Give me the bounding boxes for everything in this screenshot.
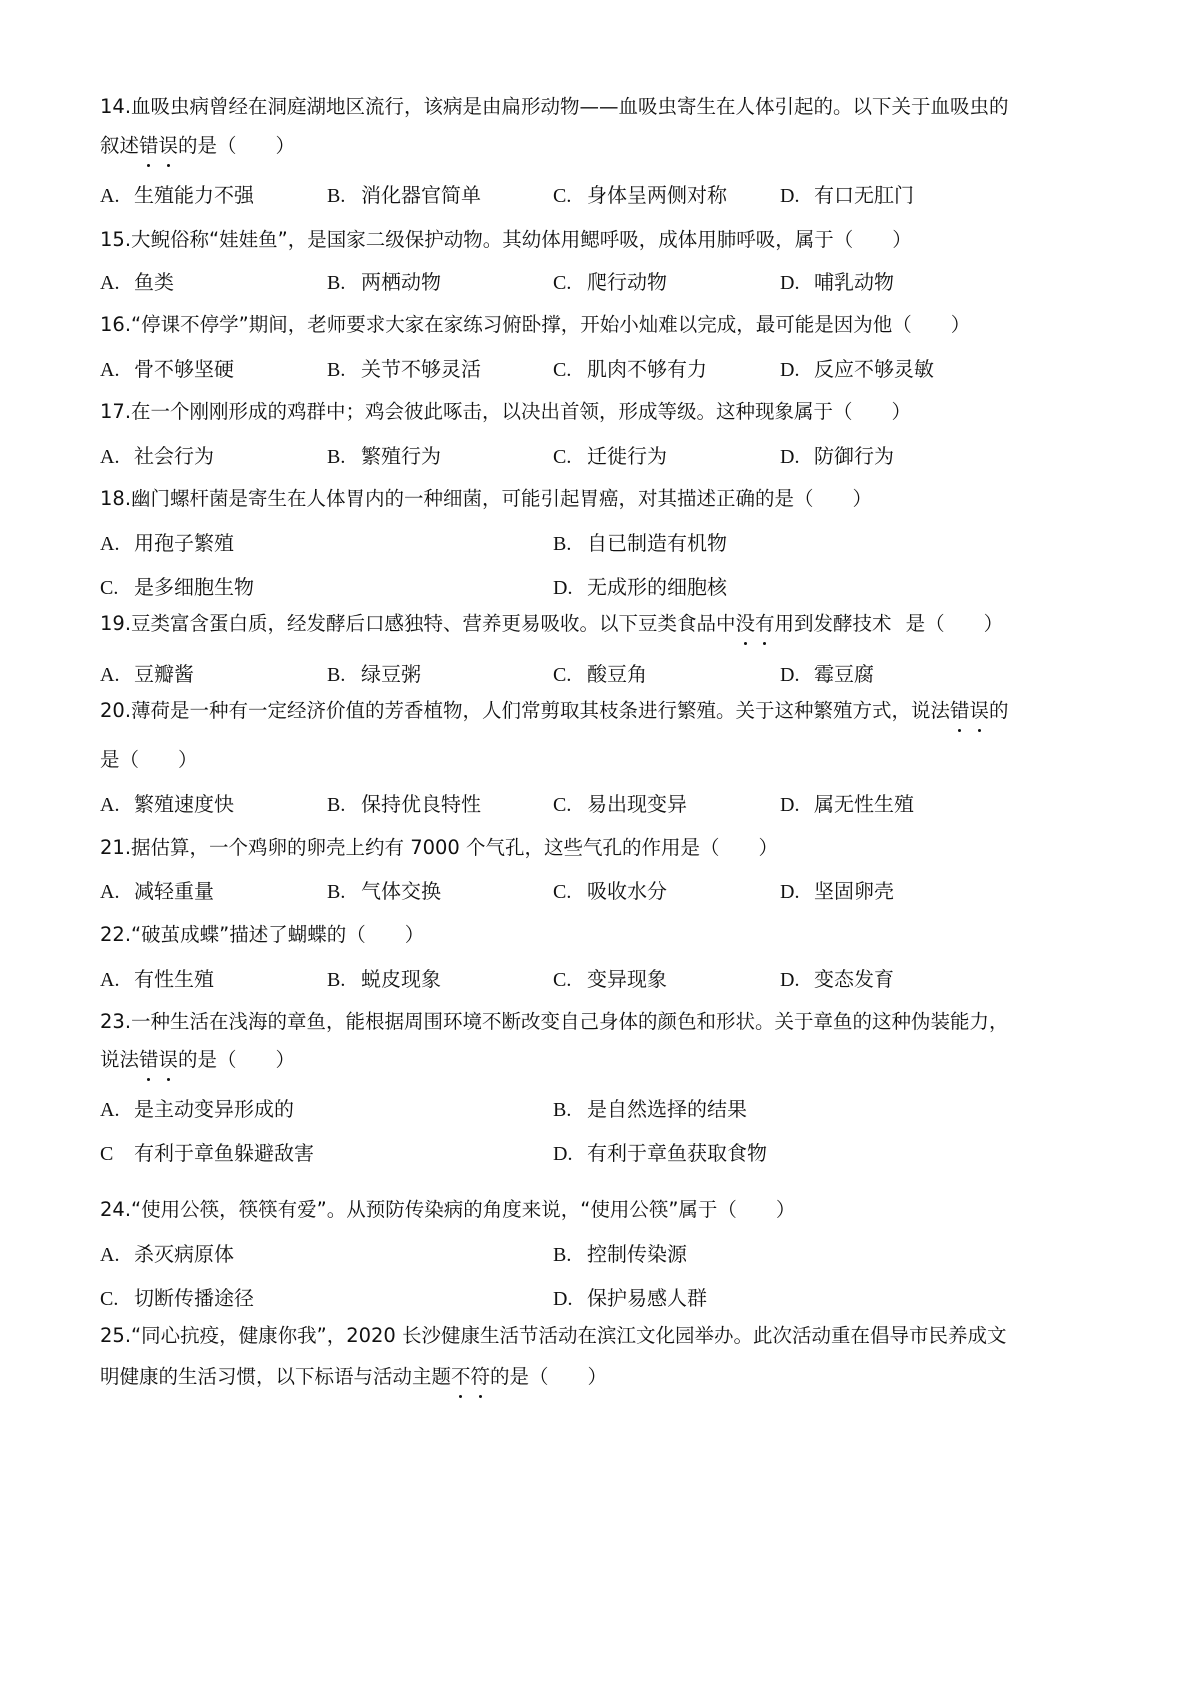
option-text: 有口无肛门	[814, 183, 914, 207]
option-d	[553, 1139, 767, 1168]
option-a	[100, 355, 234, 384]
option-text: 是主动变异形成的	[134, 1097, 294, 1121]
option-text: 鱼类	[134, 270, 174, 294]
option-letter: A.	[100, 446, 120, 468]
option-text: 保持优良特性	[361, 792, 481, 816]
option-c	[553, 355, 707, 384]
option-c	[100, 573, 254, 602]
option-letter: D.	[780, 881, 800, 903]
emphasis-char: 符	[471, 1363, 491, 1391]
question-text: 的是（ ）	[178, 1048, 296, 1071]
emphasis-char: 误	[159, 132, 179, 160]
option-letter: B.	[327, 794, 346, 816]
question-text: 16.“停课不停学”期间，老师要求大家在家练习俯卧撑，开始小灿难以完成，最可能是因为他（ ）	[100, 313, 971, 336]
option-text: 是自然选择的结果	[587, 1097, 747, 1121]
option-letter: C.	[553, 664, 572, 686]
option-text: 霉豆腐	[814, 662, 874, 686]
option-letter: B.	[327, 185, 346, 207]
option-d	[780, 355, 934, 384]
option-b	[327, 965, 441, 994]
option-letter: C.	[553, 446, 572, 468]
question-text: 叙述	[100, 134, 140, 157]
option-text: 无成形的细胞核	[587, 575, 727, 599]
option-letter: D.	[780, 272, 800, 294]
option-a	[100, 181, 254, 210]
option-letter: A.	[100, 533, 120, 555]
option-b	[327, 790, 481, 819]
option-text: 易出现变异	[587, 792, 687, 816]
option-text: 变态发育	[814, 967, 894, 991]
option-letter: D.	[780, 969, 800, 991]
option-letter: A.	[100, 794, 120, 816]
option-c	[553, 268, 667, 297]
question-text: 24.“使用公筷，筷筷有爱”。从预防传染病的角度来说，“使用公筷”属于（ ）	[100, 1198, 796, 1221]
option-letter: A.	[100, 1244, 120, 1266]
question-text: 明健康的生活习惯，以下标语与活动主题	[100, 1365, 452, 1388]
option-text: 繁殖行为	[361, 444, 441, 468]
option-letter: D.	[553, 1143, 573, 1165]
emphasis-char: 错	[139, 132, 159, 160]
emphasis-char: 误	[159, 1046, 179, 1074]
option-a	[100, 268, 174, 297]
option-d	[780, 660, 874, 689]
option-text: 有性生殖	[134, 967, 214, 991]
option-letter: B.	[327, 272, 346, 294]
question-19-line	[100, 610, 1110, 638]
option-text: 社会行为	[134, 444, 214, 468]
question-23-line	[100, 1046, 1110, 1074]
option-c	[553, 965, 667, 994]
option-d	[780, 965, 894, 994]
option-a	[100, 442, 214, 471]
option-d	[553, 573, 727, 602]
option-a	[100, 1240, 234, 1269]
question-text: 21.据估算，一个鸡卵的卵壳上约有 7000 个气孔，这些气孔的作用是（ ）	[100, 836, 779, 859]
option-b	[327, 660, 421, 689]
option-text: 坚固卵壳	[814, 879, 894, 903]
option-b	[327, 355, 481, 384]
option-letter: C	[100, 1143, 114, 1165]
option-letter: C.	[100, 1288, 119, 1310]
option-text: 酸豆角	[587, 662, 647, 686]
option-d	[780, 790, 914, 819]
option-text: 肌肉不够有力	[587, 357, 707, 381]
question-text: 说法	[100, 1048, 140, 1071]
option-text: 生殖能力不强	[134, 183, 254, 207]
option-c	[100, 1284, 254, 1313]
option-b	[553, 1095, 747, 1124]
option-text: 蜕皮现象	[361, 967, 441, 991]
question-23-line	[100, 1008, 1110, 1036]
option-text: 保护易感人群	[587, 1286, 707, 1310]
question-text: 是（ ）	[100, 748, 198, 771]
option-text: 自已制造有机物	[587, 531, 727, 555]
question-18-line	[100, 485, 1110, 513]
question-14-line	[100, 93, 1110, 121]
option-text: 减轻重量	[134, 879, 214, 903]
option-text: 哺乳动物	[814, 270, 894, 294]
option-a	[100, 965, 214, 994]
option-text: 吸收水分	[587, 879, 667, 903]
option-letter: D.	[780, 794, 800, 816]
option-text: 反应不够灵敏	[814, 357, 934, 381]
option-text: 骨不够坚硬	[134, 357, 234, 381]
option-b	[553, 1240, 687, 1269]
question-text: 15.大鲵俗称“娃娃鱼”，是国家二级保护动物。其幼体用鳃呼吸，成体用肺呼吸，属于（ ）	[100, 228, 912, 251]
option-d	[780, 877, 894, 906]
option-text: 爬行动物	[587, 270, 667, 294]
option-letter: B.	[327, 446, 346, 468]
option-a	[100, 877, 214, 906]
option-b	[327, 877, 441, 906]
question-14-line	[100, 132, 1110, 160]
question-17-line	[100, 398, 1110, 426]
option-letter: B.	[327, 359, 346, 381]
option-text: 迁徙行为	[587, 444, 667, 468]
option-letter: A.	[100, 272, 120, 294]
option-text: 有利于章鱼躲避敌害	[134, 1141, 314, 1165]
option-letter: C.	[553, 185, 572, 207]
option-a	[100, 790, 234, 819]
question-25-line	[100, 1322, 1110, 1350]
question-21-line	[100, 834, 1110, 862]
option-letter: C.	[100, 577, 119, 599]
question-text: 的	[989, 699, 1009, 722]
option-d	[780, 181, 914, 210]
option-text: 豆瓣酱	[134, 662, 194, 686]
option-letter: B.	[553, 533, 572, 555]
option-letter: B.	[327, 664, 346, 686]
option-letter: A.	[100, 664, 120, 686]
option-letter: C.	[553, 881, 572, 903]
question-24-line	[100, 1196, 1110, 1224]
option-letter: A.	[100, 969, 120, 991]
option-b	[327, 181, 481, 210]
question-15-line	[100, 226, 1110, 254]
option-c	[553, 181, 727, 210]
option-letter: C.	[553, 359, 572, 381]
option-a	[100, 1095, 294, 1124]
question-text: 用到发酵技术	[774, 612, 892, 635]
question-16-line	[100, 311, 1110, 339]
option-text: 消化器官简单	[361, 183, 481, 207]
option-letter: B.	[327, 881, 346, 903]
option-letter: D.	[553, 1288, 573, 1310]
option-a	[100, 529, 234, 558]
question-text: 18.幽门螺杆菌是寄生在人体胃内的一种细菌，可能引起胃癌，对其描述正确的是（ ）	[100, 487, 873, 510]
option-letter: D.	[553, 577, 573, 599]
option-c	[100, 1139, 314, 1168]
option-b	[327, 442, 441, 471]
question-20-line	[100, 697, 1110, 725]
question-25-line	[100, 1363, 1110, 1391]
emphasis-char: 有	[755, 610, 775, 638]
question-text: 14.血吸虫病曾经在洞庭湖地区流行，该病是由扁形动物——血吸虫寄生在人体引起的。以下关于血吸虫的	[100, 95, 1009, 118]
option-letter: C.	[553, 794, 572, 816]
option-letter: B.	[553, 1244, 572, 1266]
option-text: 气体交换	[361, 879, 441, 903]
option-letter: C.	[553, 272, 572, 294]
option-letter: A.	[100, 881, 120, 903]
question-22-line	[100, 921, 1110, 949]
emphasis-char: 没	[736, 610, 756, 638]
option-text: 控制传染源	[587, 1242, 687, 1266]
option-letter: B.	[553, 1099, 572, 1121]
option-letter: A.	[100, 185, 120, 207]
question-20-line	[100, 746, 1110, 774]
emphasis-char: 错	[950, 697, 970, 725]
option-c	[553, 442, 667, 471]
option-letter: D.	[780, 185, 800, 207]
question-text: 17.在一个刚刚形成的鸡群中；鸡会彼此啄击，以决出首领，形成等级。这种现象属于（ ）	[100, 400, 912, 423]
emphasis-char: 误	[970, 697, 990, 725]
option-c	[553, 877, 667, 906]
option-b	[553, 529, 727, 558]
question-text: 20.薄荷是一种有一定经济价值的芳香植物，人们常剪取其枝条进行繁殖。关于这种繁殖方式，说法	[100, 699, 951, 722]
option-text: 杀灭病原体	[134, 1242, 234, 1266]
option-text: 繁殖速度快	[134, 792, 234, 816]
option-text: 是多细胞生物	[134, 575, 254, 599]
option-text: 变异现象	[587, 967, 667, 991]
option-text: 身体呈两侧对称	[587, 183, 727, 207]
option-letter: B.	[327, 969, 346, 991]
option-text: 关节不够灵活	[361, 357, 481, 381]
option-letter: D.	[780, 664, 800, 686]
question-text: 23.一种生活在浅海的章鱼，能根据周围环境不断改变自己身体的颜色和形状。关于章鱼的这种伪装能力，	[100, 1010, 1009, 1033]
option-letter: D.	[780, 446, 800, 468]
option-text: 用孢子繁殖	[134, 531, 234, 555]
question-text: 25.“同心抗疫，健康你我”，2020 长沙健康生活节活动在滨江文化园举办。此次活动重在倡导市民养成文	[100, 1324, 1007, 1347]
option-text: 属无性生殖	[814, 792, 914, 816]
option-c	[553, 790, 687, 819]
option-c	[553, 660, 647, 689]
question-text: 的是（ ）	[178, 134, 296, 157]
option-letter: A.	[100, 1099, 120, 1121]
question-text: 是（ ）	[905, 612, 1004, 635]
option-b	[327, 268, 441, 297]
emphasis-char: 错	[139, 1046, 159, 1074]
option-text: 切断传播途径	[134, 1286, 254, 1310]
option-a	[100, 660, 194, 689]
option-text: 两栖动物	[361, 270, 441, 294]
option-letter: D.	[780, 359, 800, 381]
option-d	[780, 268, 894, 297]
question-text: 的是（ ）	[490, 1365, 608, 1388]
option-text: 绿豆粥	[361, 662, 421, 686]
option-d	[553, 1284, 707, 1313]
option-text: 防御行为	[814, 444, 894, 468]
question-text: 22.“破茧成蝶”描述了蝴蝶的（ ）	[100, 923, 425, 946]
option-letter: C.	[553, 969, 572, 991]
option-d	[780, 442, 894, 471]
question-text: 19.豆类富含蛋白质，经发酵后口感独特、营养更易吸收。以下豆类食品中	[100, 612, 736, 635]
emphasis-char: 不	[451, 1363, 471, 1391]
option-text: 有利于章鱼获取食物	[587, 1141, 767, 1165]
option-letter: A.	[100, 359, 120, 381]
